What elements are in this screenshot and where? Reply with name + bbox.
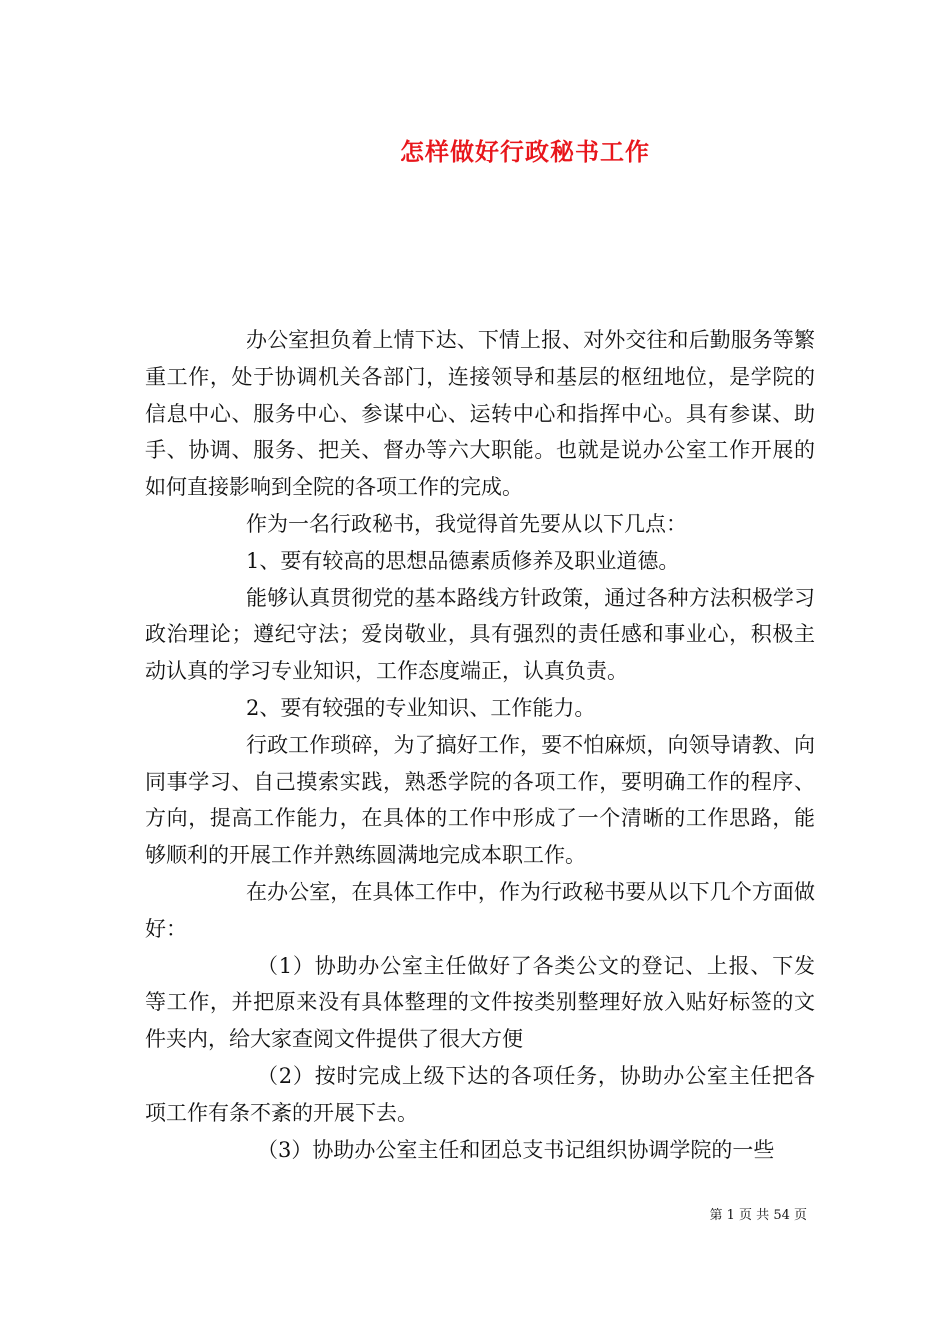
paragraph: 行政工作琐碎，为了搞好工作，要不怕麻烦，向领导请教、向同事学习、自己摸索实践，熟悉学院的各项工作，要明确工作的程序、方向，提高工作能力，在具体的工作中形成了一个清晰的工作思路，能够顺利的开展工作并熟练圆满地完成本职工作。 [145,732,815,868]
page-number: 第 1 页 共 54 页 [709,1208,807,1223]
paragraph: （2）按时完成上级下达的各项任务，协助办公室主任把各项工作有条不紊的开展下去。 [145,1063,815,1125]
paragraph: 2、要有较强的专业知识、工作能力。 [246,695,596,720]
paragraph: （3）协助办公室主任和团总支书记组织协调学院的一些 [257,1137,775,1162]
paragraph: 1、要有较高的思想品德素质修养及职业道德。 [246,548,680,573]
paragraph: （1）协助办公室主任做好了各类公文的登记、上报、下发等工作，并把原来没有具体整理的文件按类别整理好放入贴好标签的文件夹内，给大家查阅文件提供了很大方便 [145,953,815,1052]
document-body [145,322,815,1168]
document-title: 怎样做好行政秘书工作 [400,137,650,166]
paragraph: 办公室担负着上情下达、下情上报、对外交往和后勤服务等繁重工作，处于协调机关各部门，连接领导和基层的枢纽地位，是学院的信息中心、服务中心、参谋中心、运转中心和指挥中心。具有参谋、助手、协调、服务、把关、督办等六大职能。也就是说办公室工作开展的如何直接影响到全院的各项工作的完成。 [145,328,815,500]
paragraph: 在办公室，在具体工作中，作为行政秘书要从以下几个方面做好： [145,879,815,941]
paragraph: 作为一名行政秘书，我觉得首先要从以下几点： [246,511,687,536]
paragraph: 能够认真贯彻党的基本路线方针政策，通过各种方法积极学习政治理论；遵纪守法；爱岗敬业，具有强烈的责任感和事业心，积极主动认真的学习专业知识，工作态度端正，认真负责。 [145,585,815,684]
